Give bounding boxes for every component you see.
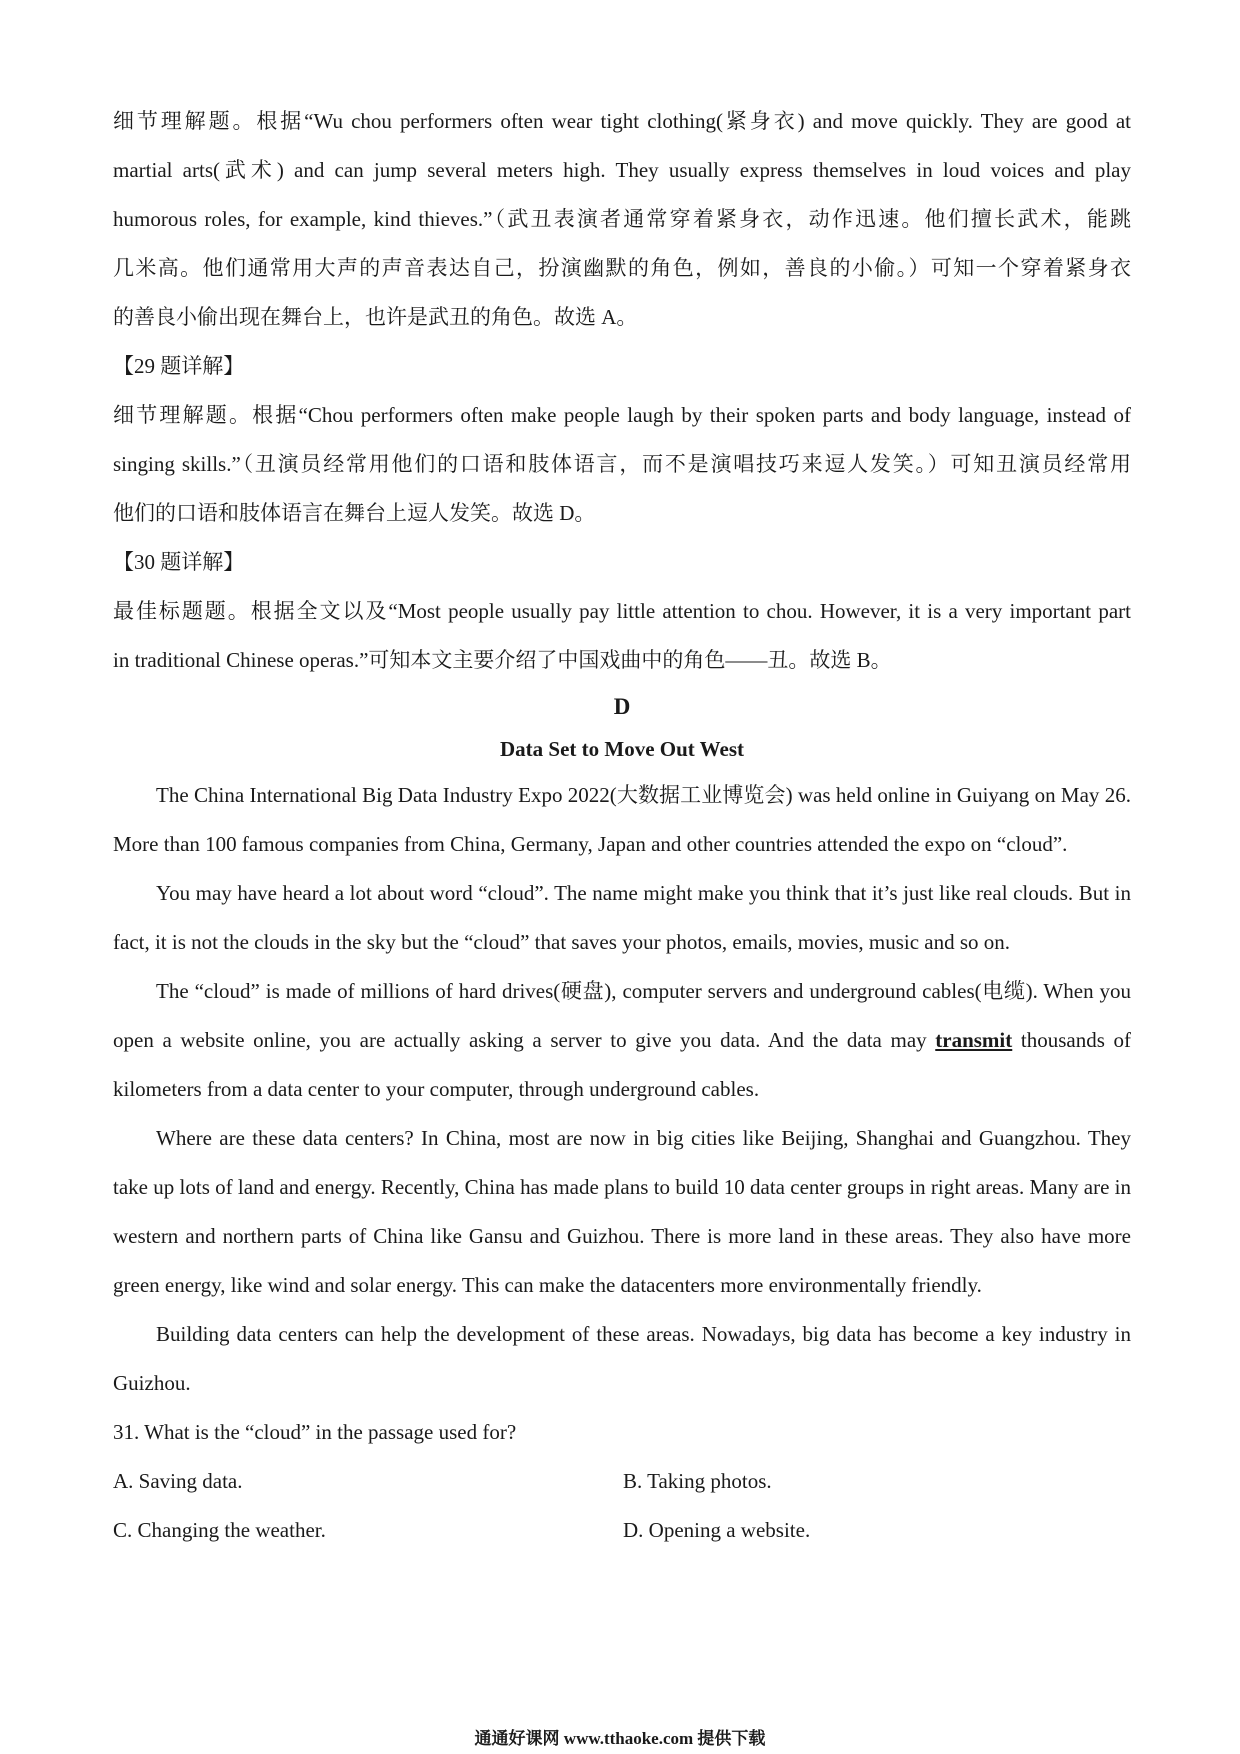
- passage-paragraph-1: The China International Big Data Industry Expo 2022(大数据工业博览会) was held online in Guiyang on May 26. More than 100 famous companies from China, Germany, Japan and other countries attended the expo on “cloud”.: [113, 783, 1131, 856]
- option-c: C. Changing the weather.: [113, 1518, 326, 1542]
- passage-paragraph-3: [113, 967, 1131, 1114]
- option-a: A. Saving data.: [113, 1469, 243, 1493]
- q28-explanation: [113, 97, 1131, 342]
- text-line: 几米高。他们通常用大声的声音表达自己，扮演幽默的角色，例如，善良的小偷。）可知一个穿着紧身衣: [113, 256, 1131, 280]
- passage-letter: D: [613, 694, 631, 719]
- text-line: 细节理解题。根据“Chou performers often make people laugh by their spoken parts and body language, instead of: [113, 403, 1131, 427]
- text-line: in traditional Chinese operas.”可知本文主要介绍了中国戏曲中的角色——丑。故选 B。: [113, 648, 892, 672]
- passage-body: [113, 771, 1131, 1408]
- passage-paragraph-2: You may have heard a lot about word “cloud”. The name might make you think that it’s just like real clouds. But in fact, it is not the clouds in the sky but the “cloud” that saves your photos, emails, movies, music and so on.: [113, 881, 1131, 954]
- q29-heading: 【29 题详解】: [113, 354, 245, 378]
- text-line: singing skills.”（丑演员经常用他们的口语和肢体语言，而不是演唱技巧来逗人发笑。）可知丑演员经常用: [113, 452, 1131, 476]
- text-line: 他们的口语和肢体语言在舞台上逗人发笑。故选 D。: [113, 501, 596, 525]
- q30-heading: 【30 题详解】: [113, 550, 245, 574]
- text-line: 的善良小偷出现在舞台上，也许是武丑的角色。故选 A。: [113, 305, 638, 329]
- passage-paragraph-4: Where are these data centers? In China, most are now in big cities like Beijing, Shanghai and Guangzhou. They take up lots of land and energy. Recently, China has made plans to build 10 data center groups in right areas. Many are in western and northern parts of China like Gansu and Guizhou. There is more land in these areas. They also have more green energy, like wind and solar energy. This can make the datacenters more environmentally friendly.: [113, 1126, 1131, 1297]
- q30-explanation: [113, 587, 1131, 685]
- page-content: [113, 97, 1131, 1555]
- option-b: B. Taking photos.: [623, 1469, 772, 1493]
- paragraph-text: thousands of kilometers from a data center to your computer, through underground cables.: [113, 1028, 1131, 1101]
- passage-paragraph-5: Building data centers can help the development of these areas. Nowadays, big data has become a key industry in Guizhou.: [113, 1322, 1131, 1395]
- text-line: 最佳标题题。根据全文以及“Most people usually pay little attention to chou. However, it is a very important part: [113, 599, 1131, 623]
- text-line: martial arts(武术) and can jump several meters high. They usually express themselves in loud voices and play: [113, 158, 1131, 182]
- question-31-options: [113, 1457, 1131, 1555]
- keyword-transmit: transmit: [935, 1028, 1013, 1052]
- option-d: D. Opening a website.: [623, 1518, 811, 1542]
- page-footer: 通通好课网 www.tthaoke.com 提供下载: [474, 1729, 766, 1748]
- paragraph-text: The “cloud” is made of millions of hard drives(硬盘), computer servers and underground cables(电缆). When you open a website online, you are actually asking a server to give you data. And the data may: [113, 979, 1131, 1052]
- q29-explanation: [113, 391, 1131, 538]
- question-31-stem: 31. What is the “cloud” in the passage used for?: [113, 1420, 517, 1444]
- text-line: 细节理解题。根据“Wu chou performers often wear tight clothing(紧身衣) and move quickly. They are good at: [113, 109, 1131, 133]
- passage-title: Data Set to Move Out West: [500, 737, 744, 761]
- text-line: humorous roles, for example, kind thieves.”（武丑表演者通常穿着紧身衣，动作迅速。他们擅长武术，能跳: [113, 207, 1131, 231]
